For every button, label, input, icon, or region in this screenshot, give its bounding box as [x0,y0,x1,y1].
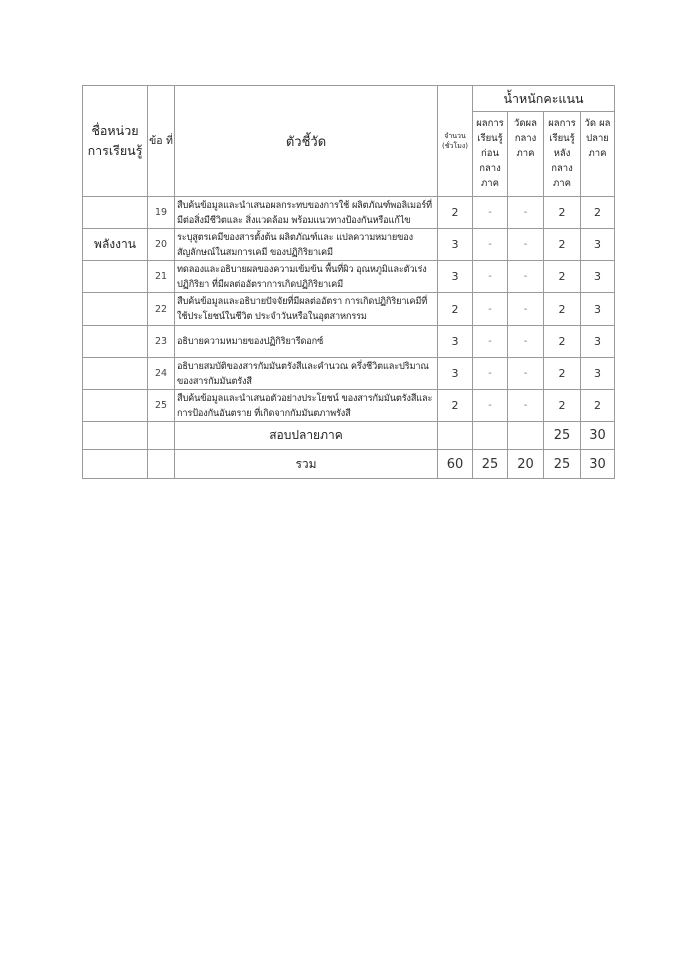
table-row [83,390,615,422]
unit-cell [83,358,148,390]
midterm-value: - [508,229,544,261]
midterm-value [508,422,544,450]
unit-cell [83,197,148,229]
before-midterm-value: - [473,358,508,390]
item-no: 25 [148,390,175,422]
unit-cell [83,293,148,326]
final-value: 2 [581,197,615,229]
hours-value [438,422,473,450]
item-no [148,422,175,450]
item-no: 22 [148,293,175,326]
header-indicator: ตัวชี้วัด [175,86,438,197]
hours-value: 3 [438,326,473,358]
final-value: 3 [581,326,615,358]
after-midterm-value: 2 [544,293,581,326]
item-no: 20 [148,229,175,261]
score-weight-table [82,85,615,479]
item-no: 21 [148,261,175,293]
header-after-midterm: ผลการ เรียนรู้ หลัง กลาง ภาค [544,112,581,197]
before-midterm-value: - [473,326,508,358]
final-value: 3 [581,358,615,390]
indicator-text: สืบค้นข้อมูลและนำเสนอผลกระทบของการใช้ ผลิตภัณฑ์พอลิเมอร์ที่มีต่อสิ่งมีชีวิตและ สิ่งแวดล้อม พร้อมแนวทางป้องกันหรือแก้ไข [175,197,438,229]
total-final: 30 [581,450,615,479]
item-no: 24 [148,358,175,390]
total-hours: 60 [438,450,473,479]
total-before-midterm: 25 [473,450,508,479]
before-midterm-value [473,422,508,450]
midterm-value: - [508,326,544,358]
table-row [83,261,615,293]
header-midterm: วัดผล กลาง ภาค [508,112,544,197]
final-value: 3 [581,293,615,326]
hours-value: 3 [438,358,473,390]
indicator-text: สืบค้นข้อมูลและอธิบายปัจจัยที่มีผลต่ออัตรา การเกิดปฏิกิริยาเคมีที่ใช้ประโยชน์ในชีวิต ประจำวันหรือในอุตสาหกรรม [175,293,438,326]
table-row [83,358,615,390]
before-midterm-value: - [473,390,508,422]
midterm-value: - [508,261,544,293]
header-hours: จำนวน (ชั่วโมง) [438,86,473,197]
header-unit-name: ชื่อหน่วย การเรียนรู้ [83,86,148,197]
unit-cell [83,390,148,422]
midterm-value: - [508,390,544,422]
table-row [83,326,615,358]
item-no [148,450,175,479]
after-midterm-value: 2 [544,197,581,229]
unit-cell [83,422,148,450]
unit-cell [83,450,148,479]
table-row [83,293,615,326]
hours-value: 2 [438,293,473,326]
after-midterm-value: 2 [544,229,581,261]
unit-cell [83,326,148,358]
unit-name: พลังงาน [83,229,148,261]
midterm-value: - [508,358,544,390]
header-score-weight: น้ำหนักคะแนน [473,86,615,112]
before-midterm-value: - [473,197,508,229]
before-midterm-value: - [473,229,508,261]
indicator-text: สืบค้นข้อมูลและนำเสนอตัวอย่างประโยชน์ ของสารกัมมันตรังสีและการป้องกันอันตราย ที่เกิดจากกัมมันตภาพรังสี [175,390,438,422]
midterm-value: - [508,293,544,326]
total-midterm: 20 [508,450,544,479]
header-before-midterm: ผลการ เรียนรู้ ก่อน กลาง ภาค [473,112,508,197]
hours-value: 3 [438,229,473,261]
after-midterm-value: 2 [544,326,581,358]
table-row [83,229,615,261]
hours-value: 2 [438,390,473,422]
item-no: 23 [148,326,175,358]
table-row [83,197,615,229]
final-value: 2 [581,390,615,422]
unit-cell [83,261,148,293]
total-after-midterm: 25 [544,450,581,479]
before-midterm-value: - [473,261,508,293]
final-value: 3 [581,229,615,261]
indicator-text: อธิบายความหมายของปฏิกิริยารีดอกซ์ [175,326,438,358]
indicator-text: ทดลองและอธิบายผลของความเข้มข้น พื้นที่ผิว อุณหภูมิและตัวเร่งปฏิกิริยา ที่มีผลต่ออัตราการเกิดปฏิกิริยาเคมี [175,261,438,293]
after-midterm-value: 25 [544,422,581,450]
header-item-no: ข้อ ที่ [148,86,175,197]
after-midterm-value: 2 [544,358,581,390]
before-midterm-value: - [473,293,508,326]
after-midterm-value: 2 [544,390,581,422]
indicator-text: อธิบายสมบัติของสารกัมมันตรังสีและคำนวณ ครึ่งชีวิตและปริมาณของสารกัมมันตรังสี [175,358,438,390]
final-exam-row [83,422,615,450]
after-midterm-value: 2 [544,261,581,293]
total-row [83,450,615,479]
hours-value: 2 [438,197,473,229]
final-exam-label: สอบปลายภาค [175,422,438,450]
hours-value: 3 [438,261,473,293]
total-label: รวม [175,450,438,479]
item-no: 19 [148,197,175,229]
final-value: 30 [581,422,615,450]
header-final: วัด ผล ปลาย ภาค [581,112,615,197]
final-value: 3 [581,261,615,293]
midterm-value: - [508,197,544,229]
indicator-text: ระบุสูตรเคมีของสารตั้งต้น ผลิตภัณฑ์และ แปลความหมายของสัญลักษณ์ในสมการเคมี ของปฏิกิริยาเคมี [175,229,438,261]
